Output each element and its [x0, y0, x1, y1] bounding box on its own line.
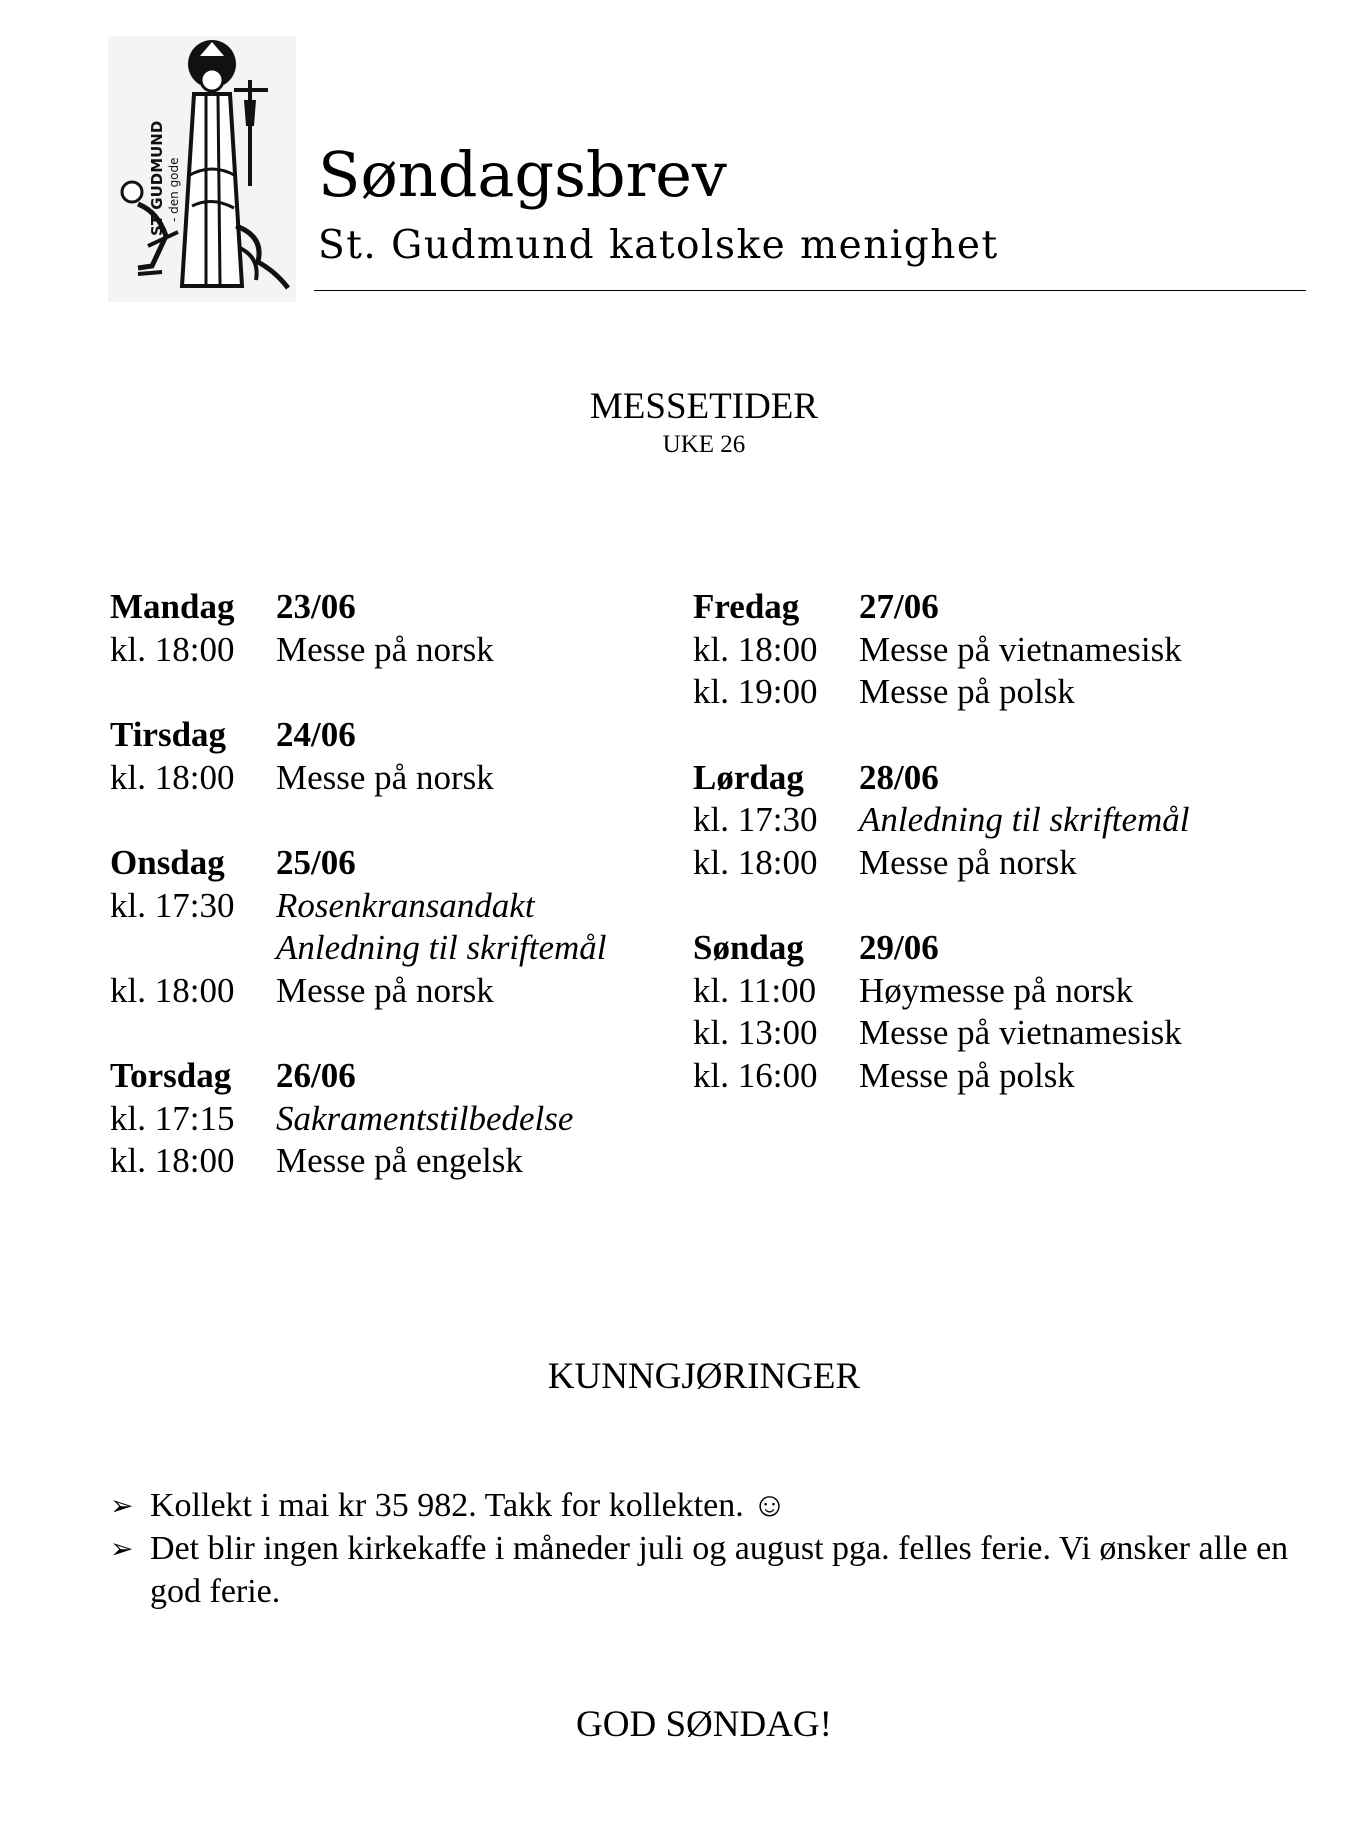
day-block-lørdag: [693, 757, 1253, 885]
mass-entry: [693, 1012, 1253, 1055]
schedule-left-column: [110, 586, 670, 1226]
mass-description: Messe på norsk: [859, 842, 1077, 882]
day-header: [693, 757, 1253, 800]
day-name: Tirsdag: [110, 715, 227, 754]
mass-time: kl. 17:30: [110, 885, 235, 925]
day-header: [110, 586, 670, 629]
mass-description: Messe på norsk: [276, 757, 494, 797]
arrowhead-bullet-icon: ➢: [110, 1489, 134, 1522]
mass-time: kl. 11:00: [693, 970, 817, 1010]
logo-text-name: ST GUDMUND: [148, 120, 166, 236]
mass-entry: [110, 885, 670, 928]
day-name: Mandag: [110, 587, 235, 626]
mass-time: kl. 18:00: [693, 842, 818, 882]
day-date: 28/06: [859, 757, 939, 797]
day-block-torsdag: [110, 1055, 670, 1183]
parish-logo: [108, 36, 296, 302]
announcement-list: [110, 1484, 1325, 1613]
header-divider: [314, 290, 1306, 291]
week-number: UKE 26: [662, 431, 746, 458]
mass-time: kl. 19:00: [693, 672, 818, 711]
mass-description: Messe på engelsk: [276, 1141, 523, 1180]
day-name: Torsdag: [110, 1056, 232, 1095]
day-name: Fredag: [693, 587, 800, 626]
mass-description: Høymesse på norsk: [859, 970, 1134, 1010]
mass-description: Anledning til skriftemål: [859, 800, 1190, 839]
mass-description: Messe på polsk: [859, 1055, 1075, 1095]
mass-description: Messe på norsk: [276, 970, 494, 1010]
mass-description: Anledning til skriftemål: [276, 928, 607, 967]
day-name: Søndag: [693, 928, 804, 967]
arrowhead-bullet-icon: ➢: [110, 1532, 134, 1565]
mass-time: kl. 13:00: [693, 1013, 818, 1052]
mass-time: kl. 17:30: [693, 800, 818, 839]
announcement-text: Kollekt i mai kr 35 982. Takk for kollekten. ☺: [150, 1487, 787, 1524]
mass-entry: [110, 1098, 670, 1141]
closing-greeting: GOD SØNDAG!: [576, 1704, 832, 1745]
schedule-right-column: [693, 586, 1253, 1140]
parish-name: St. Gudmund katolske menighet: [318, 223, 999, 268]
mass-entry: [110, 1140, 670, 1183]
logo-text-epithet: - den gode: [167, 157, 181, 222]
mass-description: Messe på vietnamesisk: [859, 1013, 1182, 1052]
mass-time: kl. 18:00: [110, 757, 235, 797]
mass-time: kl. 18:00: [110, 970, 235, 1010]
day-name: Onsdag: [110, 843, 225, 882]
day-block-søndag: [693, 927, 1253, 1097]
mass-description: Messe på norsk: [276, 629, 494, 669]
day-date: 26/06: [276, 1056, 356, 1095]
mass-time: kl. 18:00: [693, 629, 818, 669]
day-header: [693, 586, 1253, 629]
mass-description: Messe på vietnamesisk: [859, 629, 1182, 669]
mass-time: kl. 17:15: [110, 1098, 235, 1138]
mass-entry: [693, 970, 1253, 1013]
mass-entry: [693, 799, 1253, 842]
day-header: [110, 1055, 670, 1098]
mass-entry: [693, 842, 1253, 885]
mass-time: kl. 18:00: [110, 1141, 235, 1180]
day-date: 24/06: [276, 715, 356, 754]
mass-entry: [693, 671, 1253, 714]
mass-times-heading: MESSETIDER: [589, 386, 819, 427]
mass-entry: [110, 629, 670, 672]
mass-description: Rosenkransandakt: [276, 885, 535, 925]
mass-entry: [693, 1055, 1253, 1098]
mass-description: Sakramentstilbedelse: [276, 1098, 574, 1138]
mass-description: Messe på polsk: [859, 672, 1075, 711]
mass-time: [110, 927, 276, 970]
mass-entry: [110, 927, 670, 970]
announcements-heading: KUNNGJØRINGER: [547, 1356, 861, 1397]
day-header: [693, 927, 1253, 970]
mass-entry: [110, 970, 670, 1013]
day-date: 29/06: [859, 928, 939, 967]
day-name: Lørdag: [693, 757, 804, 797]
mass-time: kl. 16:00: [693, 1055, 818, 1095]
day-header: [110, 714, 670, 757]
newsletter-title: Søndagsbrev: [318, 138, 727, 211]
day-header: [110, 842, 670, 885]
day-block-onsdag: [110, 842, 670, 1012]
day-date: 23/06: [276, 587, 356, 626]
announcement-item: [110, 1527, 1325, 1613]
mass-time: kl. 18:00: [110, 629, 235, 669]
announcement-text: Det blir ingen kirkekaffe i måneder juli og august pga. felles ferie. Vi ønsker alle en god ferie.: [150, 1530, 1289, 1610]
saint-gudmund-illustration: [108, 36, 296, 302]
day-block-mandag: [110, 586, 670, 671]
day-block-tirsdag: [110, 714, 670, 799]
day-block-fredag: [693, 586, 1253, 714]
mass-entry: [693, 629, 1253, 672]
day-date: 25/06: [276, 843, 356, 882]
mass-entry: [110, 757, 670, 800]
day-date: 27/06: [859, 587, 939, 626]
announcement-item: [110, 1484, 1325, 1527]
